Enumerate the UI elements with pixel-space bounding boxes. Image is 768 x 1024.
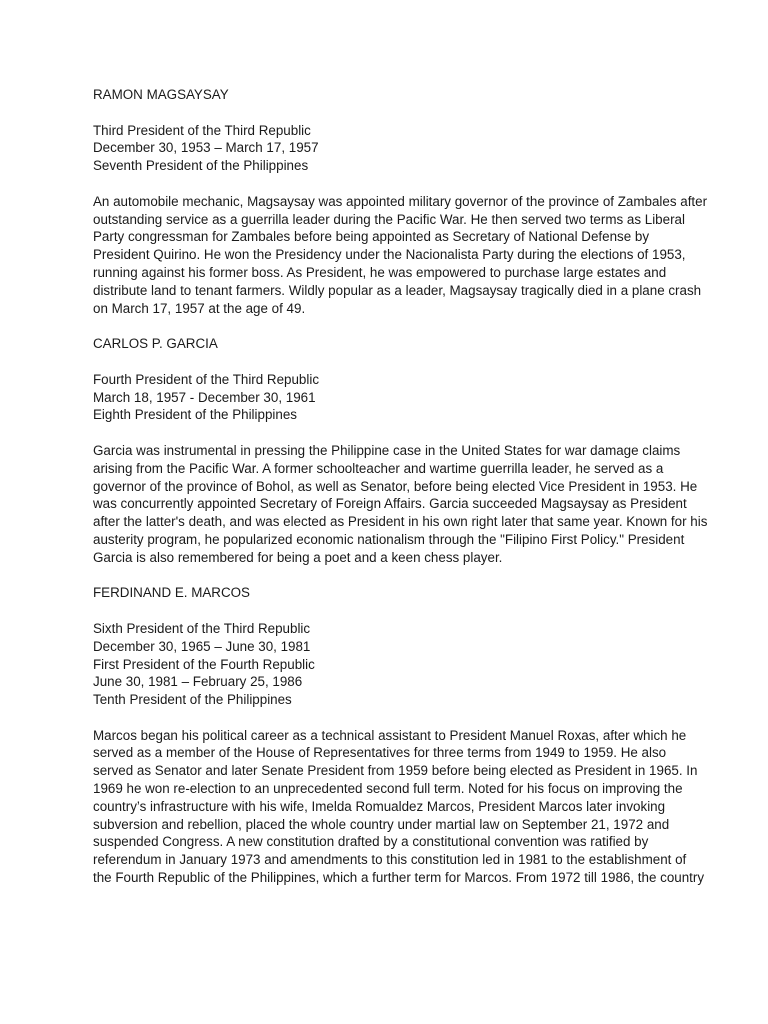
section-heading: RAMON MAGSAYSAY xyxy=(93,87,229,102)
meta-line: Seventh President of the Philippines xyxy=(93,158,309,174)
meta-line: First President of the Fourth Republic xyxy=(93,656,315,672)
meta-line: December 30, 1965 – June 30, 1981 xyxy=(93,638,311,654)
section-garcia xyxy=(93,335,708,566)
section-meta xyxy=(93,620,708,709)
meta-line: Fourth President of the Third Republic xyxy=(93,371,320,387)
section-body: An automobile mechanic, Magsaysay was appointed military governor of the province of Zambales after outstanding service as a guerrilla leader during the Pacific War. He then served two terms as Liberal Party congressman for Zambales before being appointed as Secretary of National Defense by President Quirino. He won the Presidency under the Nacionalista Party during the elections of 1953, running against his former boss. As President, he was empowered to purchase large estates and distribute land to tenant farmers. Wildly popular as a leader, Magsaysay tragically died in a plane crash on March 17, 1957 at the age of 49. xyxy=(93,193,708,316)
meta-line: Sixth President of the Third Republic xyxy=(93,620,311,636)
meta-line: December 30, 1953 – March 17, 1957 xyxy=(93,140,319,156)
meta-line: March 18, 1957 - December 30, 1961 xyxy=(93,389,316,405)
section-body: Marcos began his political career as a technical assistant to President Manuel Roxas, after which he served as a member of the House of Representatives for three terms from 1949 to 1959. He also served as Senator and later Senate President from 1959 before being elected as President in 1965. In 1969 he won re-election to an unprecedented second full term. Noted for his focus on improving the country’s infrastructure with his wife, Imelda Romualdez Marcos, President Marcos later invoking subversion and rebellion, placed the whole country under martial law on September 21, 1972 and suspended Congress. A new constitution drafted by a constitutional convention was ratified by referendum in January 1973 and amendments to this constitution led in 1981 to the establishment of the Fourth Republic of the Philippines, which a further term for Marcos. From 1972 till 1986, the country xyxy=(93,727,705,886)
section-meta xyxy=(93,371,708,424)
section-marcos xyxy=(93,584,708,887)
meta-line: Tenth President of the Philippines xyxy=(93,692,292,708)
section-body: Garcia was instrumental in pressing the Philippine case in the United States for war damage claims arising from the Pacific War. A former schoolteacher and wartime guerrilla leader, he served as a governor of the province of Bohol, as well as Senator, before being elected Vice President in 1953. He was concurrently appointed Secretary of Foreign Affairs. Garcia succeeded Magsaysay as President after the latter's death, and was elected as President in his own right later that same year. Known for his austerity program, he popularized economic nationalism through the "Filipino First Policy." President Garcia is also remembered for being a poet and a keen chess player. xyxy=(93,442,708,565)
section-meta xyxy=(93,122,708,175)
meta-line: June 30, 1981 – February 25, 1986 xyxy=(93,674,303,690)
section-heading: CARLOS P. GARCIA xyxy=(93,336,218,352)
meta-line: Third President of the Third Republic xyxy=(93,122,311,138)
section-heading: FERDINAND E. MARCOS xyxy=(93,585,250,601)
section-magsaysay xyxy=(93,86,708,317)
meta-line: Eighth President of the Philippines xyxy=(93,407,297,423)
